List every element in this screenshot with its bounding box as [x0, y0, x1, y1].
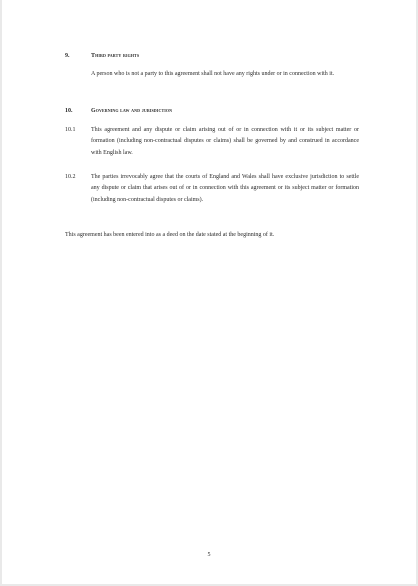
document-page: [2, 0, 416, 584]
page-number: 5: [207, 552, 211, 558]
clause-9-heading: Third party rights: [91, 53, 140, 59]
clause-10-number: 10.: [65, 108, 73, 114]
clause-10-1-number: 10.1: [65, 127, 76, 133]
clause-10-heading: Governing law and jurisdiction: [91, 108, 173, 114]
clause-10-2-text: The parties irrevocably agree that the courts of England and Wales shall have exclusive jurisdiction to settle any dispute or claim that arises out of or in connection with this agreement or its subject matter or formation (including non-contractual disputes or claims).: [91, 174, 359, 203]
clause-10-1-text: This agreement and any dispute or claim arising out of or in connection with it or its subject matter or formation (including non-contractual disputes or claims) shall be governed by and construed in accordance with English law.: [91, 127, 359, 156]
clause-10-2-number: 10.2: [65, 174, 76, 180]
closing-statement: This agreement has been entered into as a deed on the date stated at the beginning of it.: [65, 232, 275, 238]
clause-9-text: A person who is not a party to this agreement shall not have any rights under or in connection with it.: [91, 71, 335, 77]
clause-9-number: 9.: [65, 53, 70, 59]
